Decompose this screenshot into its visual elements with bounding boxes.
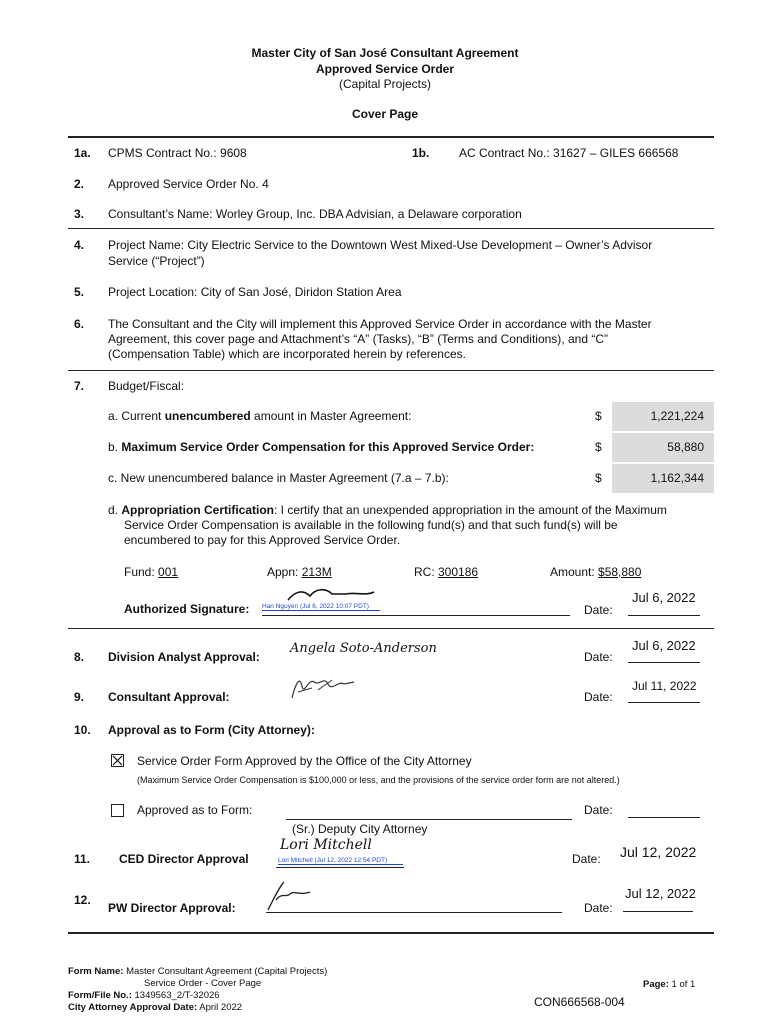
footer-page-label: Page: [643, 979, 669, 990]
implement-line1: The Consultant and the City will implement this Approved Service Order in accordance with the Master [108, 317, 652, 331]
bottom-rule [68, 932, 714, 934]
item-number-1a: 1a. [74, 146, 91, 160]
footer-form-name-value: Master Consultant Agreement (Capital Projects) [123, 966, 328, 977]
implement-line2 [108, 332, 608, 346]
appn-value: 213M [301, 565, 332, 579]
division-analyst-signature: Angela Soto-Anderson [290, 641, 437, 656]
rule-after-6 [68, 370, 714, 371]
ced-signature-line [276, 867, 404, 868]
authorized-date-value: Jul 6, 2022 [632, 590, 696, 605]
item-number-10: 10. [74, 723, 91, 737]
budget-c-value: 1,162,344 [612, 464, 714, 493]
appropriation-pre: d. [108, 503, 122, 517]
project-name-line2: Service (“Project”) [108, 254, 205, 268]
authorized-signature-line [262, 615, 570, 616]
budget-a-bold: unencumbered [164, 409, 251, 423]
attachments-reference: Attachment’s “A” (Tasks), “B” (Terms and Conditions) [280, 332, 562, 346]
consultant-name-value: : Worley Group, Inc. DBA Advisian, a Delaware corporation [209, 207, 522, 221]
consultant-date-line [628, 702, 700, 703]
item-number-9: 9. [74, 690, 85, 704]
item-number-12: 12. [74, 893, 91, 907]
fund-field [124, 565, 178, 579]
form-date-line [628, 817, 700, 818]
cover-page-title: Cover Page [351, 107, 419, 121]
budget-b-pre: b. [108, 440, 122, 454]
checkmark-x-icon [112, 755, 123, 766]
amount-label: Amount: [550, 565, 599, 579]
footer-form-name [68, 966, 327, 977]
pw-date-line [623, 911, 693, 912]
service-order-form-label: Service Order Form Approved by the Office of the City Attorney [137, 754, 472, 768]
consultant-approval-label: Consultant Approval: [108, 690, 230, 704]
footer-document-id: CON666568-004 [534, 995, 625, 1009]
division-analyst-label: Division Analyst Approval: [108, 650, 260, 664]
rc-label: RC: [414, 565, 438, 579]
authorized-date-line [628, 615, 700, 616]
service-order-form-checkbox[interactable] [111, 754, 124, 767]
rule-after-3 [68, 228, 714, 229]
project-location: Project Location: City of San José, Diridon Station Area [108, 285, 402, 299]
appropriation-line3: encumbered to pay for this Approved Service Order. [124, 533, 401, 547]
footer-approval-date-label: City Attorney Approval Date: [68, 1002, 198, 1013]
footer-page-value: 1 of 1 [671, 979, 696, 990]
pw-date-label: Date: [584, 901, 613, 915]
item-number-1b: 1b. [412, 146, 430, 160]
budget-a-pre: a. Current [108, 409, 165, 423]
budget-fiscal-label: Budget/Fiscal: [108, 379, 185, 393]
consultant-date-label: Date: [584, 690, 613, 704]
approved-as-to-form-label: Approved as to Form: [137, 803, 253, 817]
ced-director-label: CED Director Approval [119, 852, 249, 866]
appropriation-line2: Service Order Compensation is available in the following fund(s) and that such fund(s) will be [124, 518, 618, 532]
appn-label: Appn: [267, 565, 302, 579]
pw-director-label: PW Director Approval: [108, 901, 236, 915]
authorized-signature-mark [286, 586, 376, 604]
budget-b-bold: Maximum Service Order Compensation for this Approved Service Order: [121, 440, 535, 454]
item-number-8: 8. [74, 650, 85, 664]
footer-file-no-value: 1349563_2/T-32026 [131, 990, 220, 1001]
ced-director-signature-tag: Lori Mitchell (Jul 12, 2022 12:54 PDT) [278, 857, 403, 865]
consultant-name-label: Consultant’s Name [108, 207, 210, 221]
authorized-signature-tag: Han Nguyen (Jul 6, 2022 10:07 PDT) [262, 603, 380, 611]
item-number-6: 6. [74, 317, 85, 331]
consultant-name [108, 207, 522, 221]
budget-c-currency: $ [595, 471, 602, 485]
approved-as-to-form-checkbox[interactable] [111, 804, 124, 817]
service-order-no: Approved Service Order No. 4 [108, 177, 269, 191]
footer-form-name-label: Form Name: [68, 966, 124, 977]
item-number-5: 5. [74, 285, 85, 299]
fund-label: Fund: [124, 565, 159, 579]
ced-date-value: Jul 12, 2022 [620, 844, 697, 860]
budget-a-label [108, 409, 411, 423]
footer-approval-date [68, 1002, 242, 1013]
form-date-label: Date: [584, 803, 613, 817]
budget-b-currency: $ [595, 440, 602, 454]
appn-field [267, 565, 332, 579]
deputy-attorney-signature-line [286, 819, 572, 820]
service-order-form-note: (Maximum Service Order Compensation is $100,000 or less, and the provisions of the service order form are not altered.) [137, 775, 620, 785]
footer-approval-date-value: April 2022 [197, 1002, 243, 1013]
division-date-line [628, 662, 700, 663]
division-date-label: Date: [584, 650, 613, 664]
rc-value: 300186 [438, 565, 479, 579]
cpms-contract-no: CPMS Contract No.: 9608 [108, 146, 247, 160]
authorized-date-label: Date: [584, 603, 613, 617]
amount-value: $58,880 [598, 565, 642, 579]
rc-field [414, 565, 478, 579]
footer-file-no [68, 990, 220, 1001]
item-number-2: 2. [74, 177, 85, 191]
top-rule [68, 136, 714, 138]
ac-contract-no: AC Contract No.: 31627 – GILES 666568 [459, 146, 679, 160]
budget-a-value: 1,221,224 [612, 402, 714, 431]
implement-line2-c: , and “C” [561, 332, 608, 346]
item-number-11: 11. [74, 852, 91, 866]
doc-subtitle: Approved Service Order [315, 62, 455, 76]
project-name-line1: Project Name: City Electric Service to the Downtown West Mixed-Use Development – Owner’s Advisor [108, 238, 653, 252]
appropriation-bold: Appropriation Certification [121, 503, 275, 517]
budget-b-value: 58,880 [612, 433, 714, 462]
rule-after-7 [68, 628, 714, 629]
item-number-7: 7. [74, 379, 85, 393]
doc-title: Master City of San José Consultant Agreement [251, 46, 519, 60]
budget-a-post: amount in Master Agreement: [250, 409, 412, 423]
implement-line2-a: Agreement, this cover page and [108, 332, 281, 346]
doc-category: (Capital Projects) [338, 77, 432, 91]
pw-signature-line [266, 912, 562, 913]
budget-c-label: c. New unencumbered balance in Master Agreement (7.a – 7.b): [108, 471, 449, 485]
appropriation-post: : I certify that an unexpended appropriation in the amount of the Maximum [274, 503, 667, 517]
fund-value: 001 [158, 565, 179, 579]
budget-b-label [108, 440, 534, 454]
item-number-3: 3. [74, 207, 85, 221]
ced-director-signature: Lori Mitchell [280, 837, 372, 853]
budget-a-currency: $ [595, 409, 602, 423]
pw-date-value: Jul 12, 2022 [625, 886, 696, 901]
pw-director-signature-mark [264, 878, 314, 912]
consultant-date-value: Jul 11, 2022 [632, 679, 697, 693]
consultant-signature-mark [288, 672, 358, 702]
footer-file-no-label: Form/File No.: [68, 990, 132, 1001]
amount-field [550, 565, 641, 579]
ced-date-label: Date: [572, 852, 601, 866]
authorized-signature-label: Authorized Signature: [124, 602, 250, 616]
implement-line3: (Compensation Table) which are incorporated herein by references. [108, 347, 466, 361]
footer-page [643, 979, 695, 990]
appropriation-line1 [108, 503, 667, 517]
deputy-attorney-label: (Sr.) Deputy City Attorney [292, 822, 428, 836]
division-date-value: Jul 6, 2022 [632, 638, 696, 653]
footer-form-name-line2: Service Order - Cover Page [144, 978, 262, 989]
item-number-4: 4. [74, 238, 85, 252]
approval-as-to-form-heading: Approval as to Form (City Attorney): [108, 723, 315, 737]
